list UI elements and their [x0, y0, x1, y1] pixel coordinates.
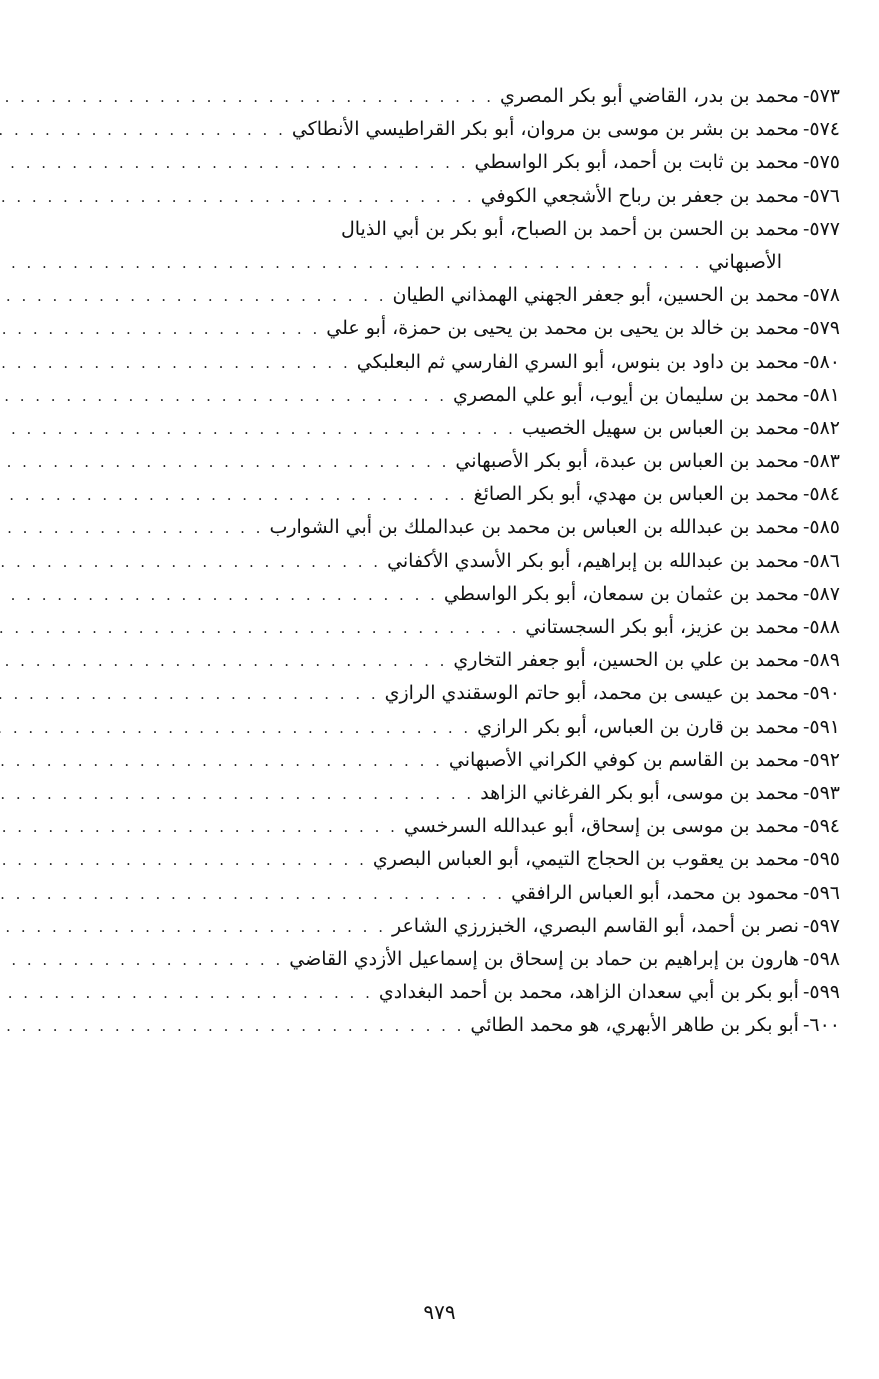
leader-dots — [0, 977, 379, 1010]
entry-number: ٥٩٩- — [802, 981, 840, 1004]
entry-number: ٥٩٢- — [802, 748, 840, 771]
entry-number: ٥٨٨- — [802, 616, 840, 639]
table-of-contents — [100, 80, 840, 1042]
leader-dots — [0, 911, 392, 944]
leader-dots — [0, 944, 289, 977]
toc-entry — [100, 644, 840, 677]
toc-entry — [100, 279, 840, 312]
leader-dots — [0, 313, 326, 346]
page-number: ٩٧٩ — [423, 1300, 456, 1324]
entry-number: ٥٩٦- — [802, 881, 840, 904]
toc-entry — [100, 412, 840, 445]
entry-number: ٥٧٦- — [802, 184, 840, 207]
toc-entry — [100, 113, 840, 146]
entry-name: نصر بن أحمد، أبو القاسم البصري، الخبزرزي الشاعر — [391, 914, 799, 937]
entry-name: محمد بن عيسى بن محمد، أبو حاتم الوسقندي الرازي — [384, 682, 799, 705]
entry-name: محمود بن محمد، أبو العباس الرافقي — [511, 881, 799, 904]
leader-dots — [0, 645, 453, 678]
toc-entry — [100, 976, 840, 1009]
toc-entry — [100, 578, 840, 611]
entry-name: محمد بن خالد بن يحيى بن محمد بن يحيى بن حمزة، أبو علي — [326, 317, 799, 340]
entry-name-continued: الأصبهاني — [708, 250, 782, 273]
toc-entry — [100, 146, 840, 179]
toc-entry — [100, 478, 840, 511]
entry-name: محمد بن عثمان بن سمعان، أبو بكر الواسطي — [443, 582, 799, 605]
entry-number: ٦٠٠- — [802, 1014, 840, 1037]
leader-dots — [0, 546, 387, 579]
toc-entry — [100, 843, 840, 876]
leader-dots — [0, 512, 269, 545]
leader-dots — [0, 811, 404, 844]
toc-entry — [100, 213, 840, 279]
leader-dots — [0, 778, 480, 811]
entry-number: ٥٧٩- — [802, 317, 840, 340]
toc-entry — [100, 445, 840, 478]
entry-number: ٥٩٤- — [802, 815, 840, 838]
toc-entry — [100, 943, 840, 976]
entry-number: ٥٩٧- — [802, 914, 840, 937]
toc-entry — [100, 910, 840, 943]
leader-dots — [0, 413, 522, 446]
entry-name: محمد بن العباس بن مهدي، أبو بكر الصائغ — [473, 483, 799, 506]
entry-number: ٥٩١- — [802, 715, 840, 738]
toc-entry — [100, 180, 840, 213]
toc-entry — [100, 744, 840, 777]
entry-name: محمد بن علي بن الحسين، أبو جعفر التخاري — [453, 649, 799, 672]
leader-dots — [0, 479, 474, 512]
leader-dots — [0, 81, 500, 114]
leader-dots — [0, 114, 292, 147]
leader-dots — [0, 712, 477, 745]
toc-entry — [100, 810, 840, 843]
leader-dots — [0, 612, 525, 645]
leader-dots — [0, 878, 511, 911]
entry-number: ٥٨٥- — [802, 516, 840, 539]
leader-dots — [0, 579, 444, 612]
toc-entry — [100, 312, 840, 345]
entry-number: ٥٨٦- — [802, 549, 840, 572]
entry-name: محمد بن الحسن بن أحمد بن الصباح، أبو بكر بن أبي الذيال — [340, 217, 799, 240]
entry-name: محمد بن القاسم بن كوفي الكراني الأصبهاني — [448, 748, 799, 771]
toc-entry — [100, 711, 840, 744]
entry-name: محمد بن موسى بن إسحاق، أبو عبدالله السرخسي — [403, 815, 799, 838]
leader-dots — [0, 147, 474, 180]
entry-name: محمد بن داود بن بنوس، أبو السري الفارسي ثم البعلبكي — [356, 350, 799, 373]
leader-dots — [0, 446, 455, 479]
toc-entry — [100, 777, 840, 810]
leader-dots — [0, 247, 708, 280]
entry-number: ٥٨١- — [802, 383, 840, 406]
entry-name: محمد بن عبدالله بن العباس بن محمد بن عبدالملك بن أبي الشوارب — [269, 516, 799, 539]
leader-dots — [0, 745, 449, 778]
entry-number: ٥٧٤- — [802, 118, 840, 141]
entry-number: ٥٩٨- — [802, 947, 840, 970]
leader-dots — [0, 380, 453, 413]
entry-name: محمد بن عزيز، أبو بكر السجستاني — [525, 616, 799, 639]
entry-number: ٥٧٣- — [802, 85, 840, 107]
leader-dots — [0, 181, 481, 214]
toc-entry — [100, 611, 840, 644]
entry-name: محمد بن الحسين، أبو جعفر الجهني الهمذاني الطيان — [392, 284, 799, 307]
toc-entry — [100, 379, 840, 412]
entry-name: أبو بكر بن طاهر الأبهري، هو محمد الطائي — [470, 1014, 799, 1037]
entry-number: ٥٨٤- — [802, 483, 840, 506]
leader-dots — [0, 844, 373, 877]
entry-number: ٥٩٥- — [802, 848, 840, 871]
entry-number: ٥٧٨- — [802, 284, 840, 307]
entry-number: ٥٨٢- — [802, 416, 840, 439]
entry-name: محمد بن العباس بن سهيل الخصيب — [521, 416, 799, 439]
leader-dots — [0, 347, 357, 380]
entry-name: محمد بن سليمان بن أيوب، أبو علي المصري — [452, 383, 799, 406]
toc-entry — [100, 511, 840, 544]
toc-entry — [100, 346, 840, 379]
toc-entry — [100, 877, 840, 910]
entry-name: محمد بن العباس بن عبدة، أبو بكر الأصبهاني — [455, 450, 799, 473]
entry-name: محمد بن موسى، أبو بكر الفرغاني الزاهد — [480, 781, 799, 804]
entry-name: محمد بن بدر، القاضي أبو بكر المصري — [500, 85, 799, 107]
entry-number: ٥٨٩- — [802, 649, 840, 672]
entry-number: ٥٧٧- — [802, 217, 840, 240]
leader-dots — [0, 678, 385, 711]
entry-name: هارون بن إبراهيم بن حماد بن إسحاق بن إسماعيل الأزدي القاضي — [289, 947, 799, 970]
entry-number: ٥٨٣- — [802, 450, 840, 473]
entry-number: ٥٩٠- — [802, 682, 840, 705]
toc-entry — [100, 545, 840, 578]
leader-dots — [0, 280, 393, 313]
entry-name: محمد بن بشر بن موسى بن مروان، أبو بكر القراطيسي الأنطاكي — [291, 118, 799, 141]
entry-number: ٥٩٣- — [802, 781, 840, 804]
toc-entry — [100, 677, 840, 710]
entry-number: ٥٨٠- — [802, 350, 840, 373]
entry-number: ٥٧٥- — [802, 151, 840, 174]
entry-name: محمد بن قارن بن العباس، أبو بكر الرازي — [477, 715, 799, 738]
leader-dots — [0, 1010, 470, 1043]
toc-entry — [100, 80, 840, 113]
toc-entry — [100, 1009, 840, 1042]
entry-number: ٥٨٧- — [802, 582, 840, 605]
entry-name: محمد بن يعقوب بن الحجاج التيمي، أبو العباس البصري — [372, 848, 799, 871]
entry-name: محمد بن جعفر بن رباح الأشجعي الكوفي — [480, 184, 799, 207]
entry-name: محمد بن ثابت بن أحمد، أبو بكر الواسطي — [474, 151, 799, 174]
entry-name: أبو بكر بن أبي سعدان الزاهد، محمد بن أحمد البغدادي — [378, 981, 799, 1004]
entry-name: محمد بن عبدالله بن إبراهيم، أبو بكر الأسدي الأكفاني — [387, 549, 799, 572]
